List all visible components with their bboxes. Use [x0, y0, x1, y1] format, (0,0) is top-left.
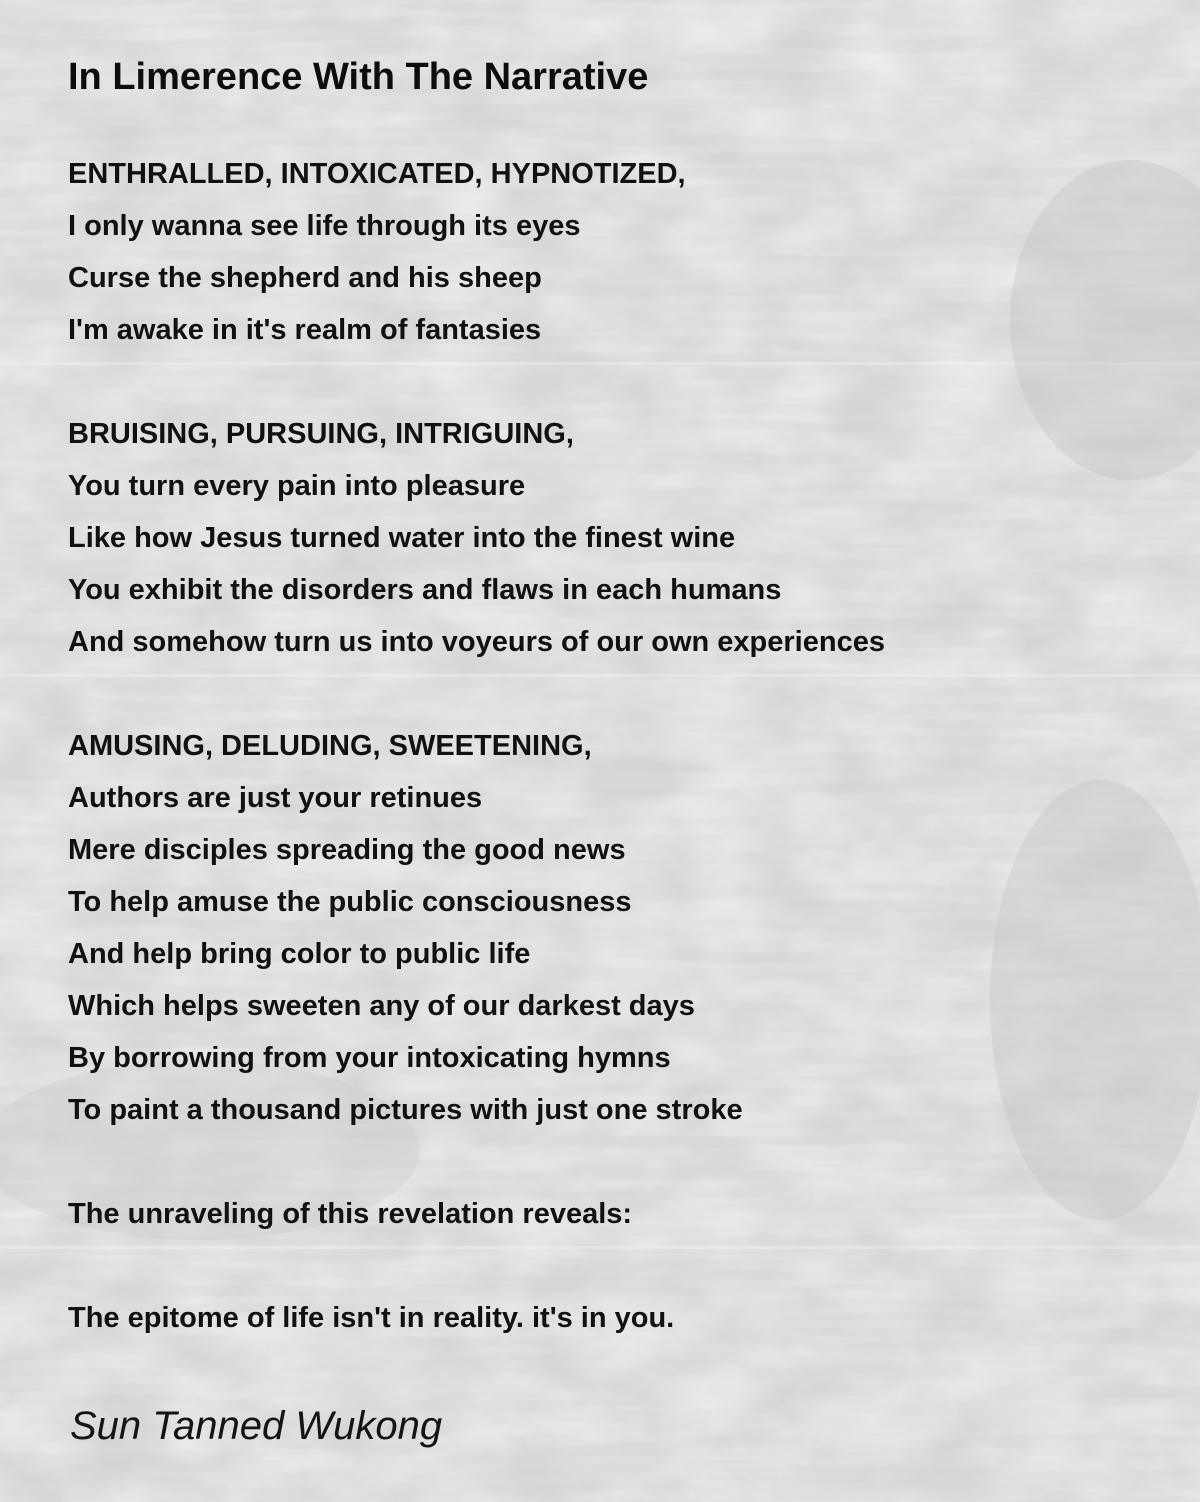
- poem-line: Mere disciples spreading the good news: [68, 834, 626, 866]
- stanza-break: [68, 1240, 885, 1292]
- poem-line: And help bring color to public life: [68, 938, 531, 970]
- stanza-3: [68, 720, 885, 1136]
- poem-line: BRUISING, PURSUING, INTRIGUING,: [68, 418, 574, 450]
- poem-line: Curse the shepherd and his sheep: [68, 262, 542, 294]
- poem-line: I'm awake in it's realm of fantasies: [68, 314, 542, 346]
- poem-body: [68, 148, 885, 1344]
- poem-title: In Limerence With The Narrative: [68, 56, 649, 98]
- poem-line: ENTHRALLED, INTOXICATED, HYPNOTIZED,: [68, 158, 686, 190]
- poem-line: You exhibit the disorders and flaws in each humans: [68, 574, 782, 606]
- stanza-4: [68, 1188, 885, 1240]
- poem-line: AMUSING, DELUDING, SWEETENING,: [68, 730, 592, 762]
- poem-author: Sun Tanned Wukong: [70, 1404, 443, 1448]
- poem-line: To help amuse the public consciousness: [68, 886, 632, 918]
- poem-line: The epitome of life isn't in reality. it's in you.: [68, 1302, 675, 1334]
- poem-line: Like how Jesus turned water into the finest wine: [68, 522, 736, 554]
- stanza-2: [68, 408, 885, 668]
- poem-line: By borrowing from your intoxicating hymns: [68, 1042, 671, 1074]
- poem-line: To paint a thousand pictures with just one stroke: [68, 1094, 743, 1126]
- stanza-1: [68, 148, 885, 356]
- poem-line: You turn every pain into pleasure: [68, 470, 526, 502]
- stanza-break: [68, 356, 885, 408]
- stanza-break: [68, 1136, 885, 1188]
- poem-line: And somehow turn us into voyeurs of our own experiences: [68, 626, 885, 658]
- stanza-break: [68, 668, 885, 720]
- poem-line: I only wanna see life through its eyes: [68, 210, 581, 242]
- poem-line: The unraveling of this revelation reveals:: [68, 1198, 633, 1230]
- stanza-5: [68, 1292, 885, 1344]
- poem-line: Authors are just your retinues: [68, 782, 483, 814]
- poem-line: Which helps sweeten any of our darkest days: [68, 990, 695, 1022]
